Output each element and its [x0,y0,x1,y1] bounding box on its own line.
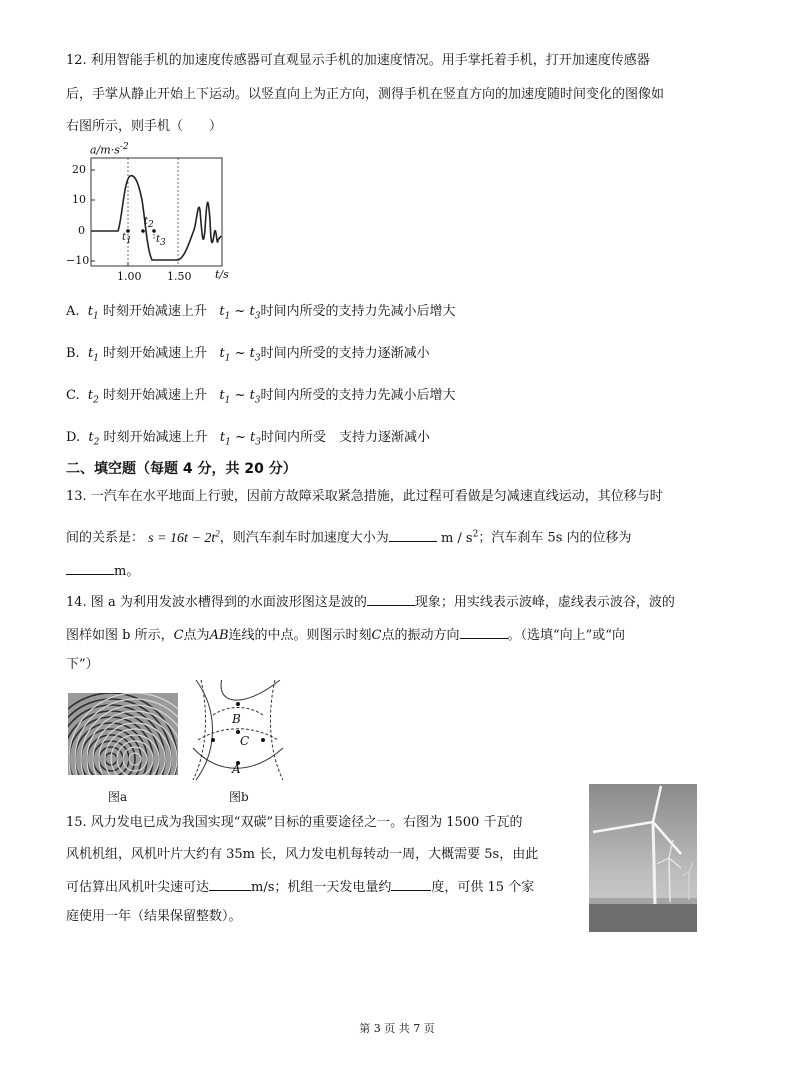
graph-t2-t: t [144,216,149,227]
q15-line3b: m/s；机组一天发电量约 [251,880,392,895]
wave-diagram [188,680,288,780]
graph-ylabel-sup: -2 [119,142,129,152]
option-c-range-a-sub: 1 [224,395,231,406]
q13-unit-text: m / s [440,530,473,546]
option-a-range-a-sub: 1 [224,311,231,322]
xtick-100: 1.00 [117,270,142,283]
option-d-tilde: ~ [230,430,251,445]
q14-line2e: 。（选填“向上”或“向 [507,628,625,643]
q13-line2c: ；汽车刹车 5s 内的位移为 [478,530,632,546]
q13-unit-sup: 2 [472,529,479,540]
graph-xlabel: t/s [215,268,229,281]
section-heading: 二、填空题（每题 4 分，共 20 分） [66,461,297,477]
option-a-end: 时间内所受的支持力先减小后增大 [260,304,456,319]
option-c-letter: C. [66,388,80,403]
label-a: A [232,762,241,776]
option-a-range-b-sub: 3 [254,311,261,322]
graph-t1 [122,232,132,246]
option-d-range-b: t [250,430,256,445]
option-b-mid: 时刻开始减速上升 [103,346,208,361]
q13-line2a: 间的关系是： [66,530,145,546]
graph-ylabel-text: a/m·s [90,143,120,157]
q13-unit [441,531,478,546]
fig-b-caption: 图b [229,790,249,804]
q14-line1 [66,593,675,612]
option-a-letter: A. [66,304,80,319]
wave-interference-image [68,693,178,775]
option-a-range-a: t [219,304,225,319]
option-d-range-b-sub: 3 [255,437,261,448]
q14-blank-1[interactable] [367,593,415,606]
q15-line4: 庭使用一年（结果保留整数）。 [66,909,242,924]
q14-line2d: 点的振动方向 [381,628,460,643]
option-d-range-a-sub: 1 [225,437,231,448]
q15-line2: 风机机组，风机叶片大约有 35m 长，风力发电机每转动一周，大概需要 5s，由此 [66,847,539,862]
q14-ab: AB [209,628,229,643]
graph-ylabel [90,142,129,157]
q13-formula-sup: 2 [215,528,220,538]
q15-line3c: 度，可供 15 个家 [431,880,535,895]
q13-blank-1[interactable] [389,529,437,542]
q12-line3: 右图所示，则手机（ ） [66,119,223,134]
q13-blank-2[interactable] [66,562,114,575]
option-c-t: t [87,388,94,403]
graph-t1-sub: 1 [126,236,132,246]
option-b[interactable] [66,342,430,364]
q15-line1: 15. 风力发电已成为我国实现“双碳”目标的重要途径之一。右图为 1500 千瓦的 [66,815,523,830]
ytick-0: 0 [78,224,85,237]
option-d-range-a: t [219,430,226,445]
ytick-neg10: −10 [66,254,90,267]
label-c: C [240,734,250,748]
option-a[interactable] [66,300,455,322]
option-c-range-b-sub: 3 [254,395,261,406]
option-d-letter: D. [66,430,81,445]
option-d-end: 时间内所受 支持力逐渐减小 [261,430,431,445]
q12-line2: 后，手掌从静止开始上下运动。以竖直向上为正方向，测得手机在竖直方向的加速度随时间变化的图像如 [66,87,665,102]
q14-line2b: 点为 [183,628,210,643]
acceleration-graph [60,140,240,285]
option-d-t: t [88,430,94,445]
ytick-10: 10 [72,193,86,206]
graph-t3 [156,234,166,248]
option-b-t: t [87,346,94,361]
q14-c: C [173,628,184,643]
option-c-mid: 时刻开始减速上升 [103,388,208,403]
q13-line1: 13. 一汽车在水平地面上行驶，因前方故障采取紧急措施，此过程可看做是匀减速直线运动，其位移与时 [66,489,663,504]
xtick-150: 1.50 [167,270,192,283]
option-c-range-b: t [249,388,255,403]
option-b-end: 时间内所受的支持力逐渐减小 [260,346,430,361]
page-footer: 第 3 页 共 7 页 [359,1022,435,1035]
option-c[interactable] [66,384,456,406]
option-b-sub: 1 [93,353,99,364]
option-d[interactable] [66,426,430,448]
option-b-range-a-sub: 1 [224,353,231,364]
q15-blank-1[interactable] [209,878,251,891]
graph-t2 [144,216,154,230]
option-b-letter: B. [66,346,80,361]
option-c-sub: 2 [93,395,99,406]
wind-turbine-photo [589,784,697,932]
q13-line3 [66,562,139,581]
option-c-range-a: t [219,388,225,403]
option-a-t: t [87,304,94,319]
q13-line2 [66,524,632,548]
option-d-mid: 时刻开始减速上升 [103,430,208,445]
q14-line1a: 14. 图 a 为利用发波水槽得到的水面波形图这是波的 [66,595,367,610]
graph-t1-t: t [122,232,127,243]
option-a-tilde: ~ [230,304,250,319]
q14-blank-2[interactable] [460,626,508,639]
q14-line2a: 图样如图 b 所示， [66,628,174,643]
q13-formula [148,528,220,546]
q13-line2b: ，则汽车刹车时加速度大小为 [219,530,389,546]
option-b-range-b: t [249,346,255,361]
option-b-tilde: ~ [230,346,250,361]
ytick-20: 20 [72,163,86,176]
graph-t3-sub: 3 [160,238,166,248]
option-c-tilde: ~ [230,388,250,403]
q14-line2 [66,626,625,645]
option-c-end: 时间内所受的支持力先减小后增大 [260,388,456,403]
label-b: B [232,712,241,726]
q14-line2c: 连线的中点。则图示时刻 [228,628,372,643]
q12-line1: 12. 利用智能手机的加速度传感器可直观显示手机的加速度情况。用手掌托着手机，打开加速度传感器 [66,53,650,68]
q15-line3 [66,878,534,897]
option-a-range-b: t [249,304,255,319]
fig-a-caption: 图a [108,790,128,804]
q15-blank-2[interactable] [391,878,431,891]
option-a-mid: 时刻开始减速上升 [102,304,207,319]
option-a-sub: 1 [93,311,99,322]
graph-t2-sub: 2 [148,220,154,230]
q13-line3-text: m。 [114,564,140,579]
graph-t3-t: t [156,234,161,245]
q13-formula-text: s = 16t − 2t [148,530,216,546]
q14-c2: C [371,628,382,643]
option-b-range-b-sub: 3 [254,353,261,364]
option-b-range-a: t [219,346,225,361]
option-d-sub: 2 [93,437,100,448]
q15-line3a: 可估算出风机叶尖速可达 [66,880,210,895]
q14-line3: 下”） [66,657,99,672]
q14-line1b: 现象；用实线表示波峰，虚线表示波谷，波的 [414,595,675,610]
